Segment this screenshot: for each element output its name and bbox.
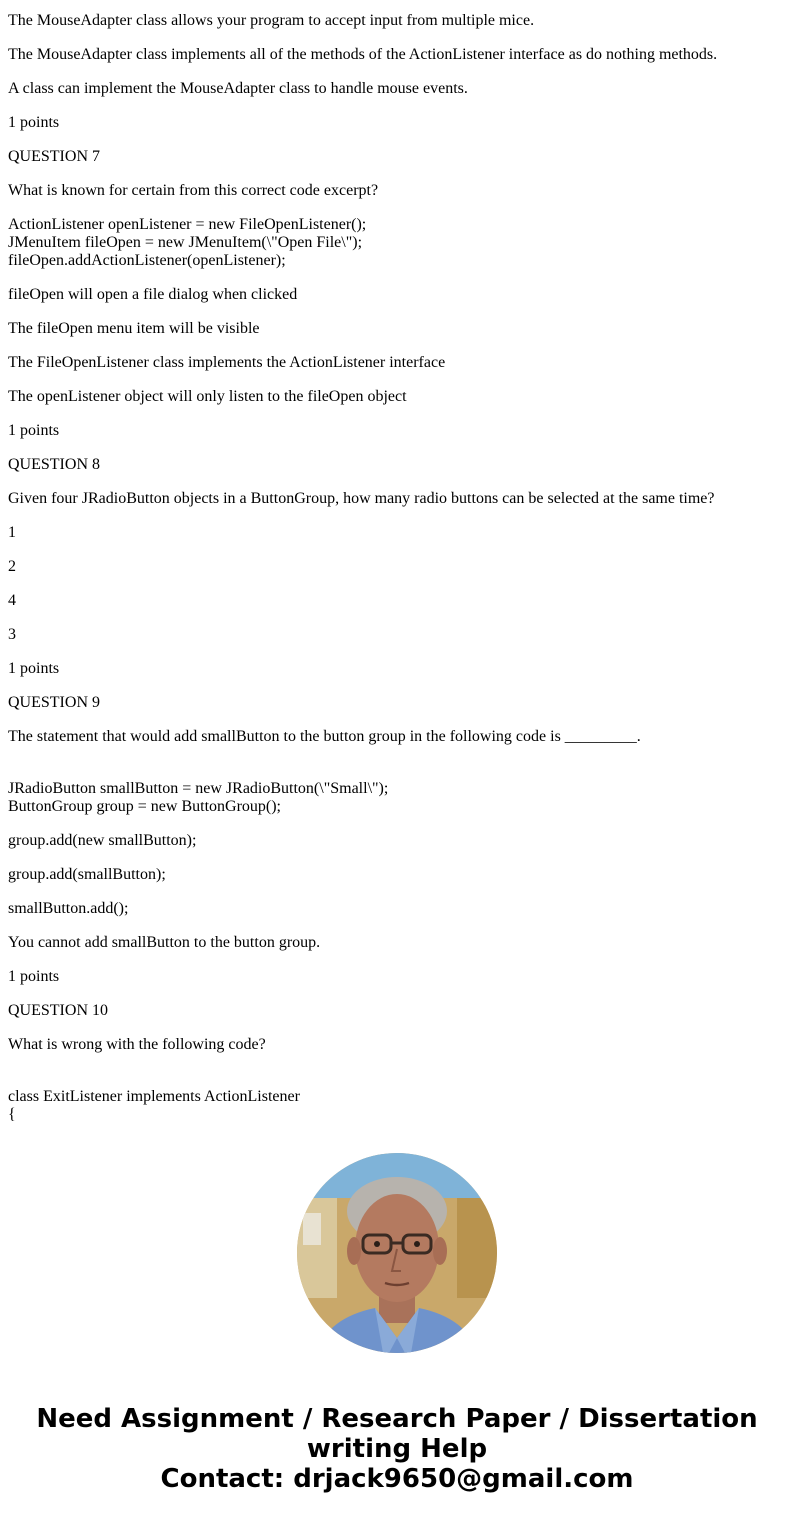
q8-option-1: 1: [8, 524, 16, 541]
q10-code-line-1: class ExitListener implements ActionListener: [8, 1088, 300, 1105]
q7-option-2: The fileOpen menu item will be visible: [8, 320, 260, 337]
q9-option-3: smallButton.add();: [8, 900, 129, 917]
q9-option-4: You cannot add smallButton to the button group.: [8, 934, 321, 951]
q8-prompt: Given four JRadioButton objects in a ButtonGroup, how many radio buttons can be selected at the same time?: [8, 490, 715, 507]
q7-option-4: The openListener object will only listen to the fileOpen object: [8, 388, 407, 405]
q7-points: 1 points: [8, 422, 60, 439]
q7-title: QUESTION 7: [8, 148, 100, 165]
promo-contact-line: Contact: drjack9650@gmail.com: [160, 1464, 634, 1494]
q8-points: 1 points: [8, 660, 60, 677]
q9-option-1: group.add(new smallButton);: [8, 832, 197, 849]
q9-code-line-2: ButtonGroup group = new ButtonGroup();: [8, 798, 281, 815]
promo-line-1: Need Assignment / Research Paper / Dissertation: [36, 1404, 758, 1434]
q7-code-block: [8, 216, 788, 270]
q7-prompt: What is known for certain from this correct code excerpt?: [8, 182, 379, 199]
portrait-image: [297, 1153, 497, 1353]
q8-option-2: 2: [8, 558, 16, 575]
q7-option-3: The FileOpenListener class implements the ActionListener interface: [8, 354, 446, 371]
q8-option-3: 4: [8, 592, 16, 609]
q7-option-1: fileOpen will open a file dialog when clicked: [8, 286, 298, 303]
q10-code-line-2: {: [8, 1106, 16, 1122]
avatar: [297, 1153, 497, 1353]
q6-option-2: The MouseAdapter class implements all of the methods of the ActionListener interface as do nothing methods.: [8, 46, 718, 63]
q7-code-line-3: fileOpen.addActionListener(openListener);: [8, 252, 286, 269]
q8-title: QUESTION 8: [8, 456, 100, 473]
q6-option-3: A class can implement the MouseAdapter class to handle mouse events.: [8, 80, 468, 97]
q10-code-block: [8, 1088, 788, 1122]
q9-option-2: group.add(smallButton);: [8, 866, 166, 883]
document-body: [8, 0, 788, 1122]
q9-code-line-1: JRadioButton smallButton = new JRadioButton(\"Small\");: [8, 780, 389, 797]
q9-code-block: [8, 780, 788, 816]
q8-option-4: 3: [8, 626, 16, 643]
q9-prompt: The statement that would add smallButton to the button group in the following code is _________.: [8, 728, 641, 745]
q9-title: QUESTION 9: [8, 694, 100, 711]
q7-code-line-1: ActionListener openListener = new FileOpenListener();: [8, 216, 367, 233]
q6-points: 1 points: [8, 114, 60, 131]
q10-prompt: What is wrong with the following code?: [8, 1036, 266, 1053]
q10-title: QUESTION 10: [8, 1002, 108, 1019]
promo-banner: [0, 1404, 794, 1494]
promo-line-2: writing Help: [306, 1434, 488, 1464]
q6-option-1: The MouseAdapter class allows your program to accept input from multiple mice.: [8, 12, 535, 29]
q7-code-line-2: JMenuItem fileOpen = new JMenuItem(\"Open File\");: [8, 234, 363, 251]
q9-points: 1 points: [8, 968, 60, 985]
